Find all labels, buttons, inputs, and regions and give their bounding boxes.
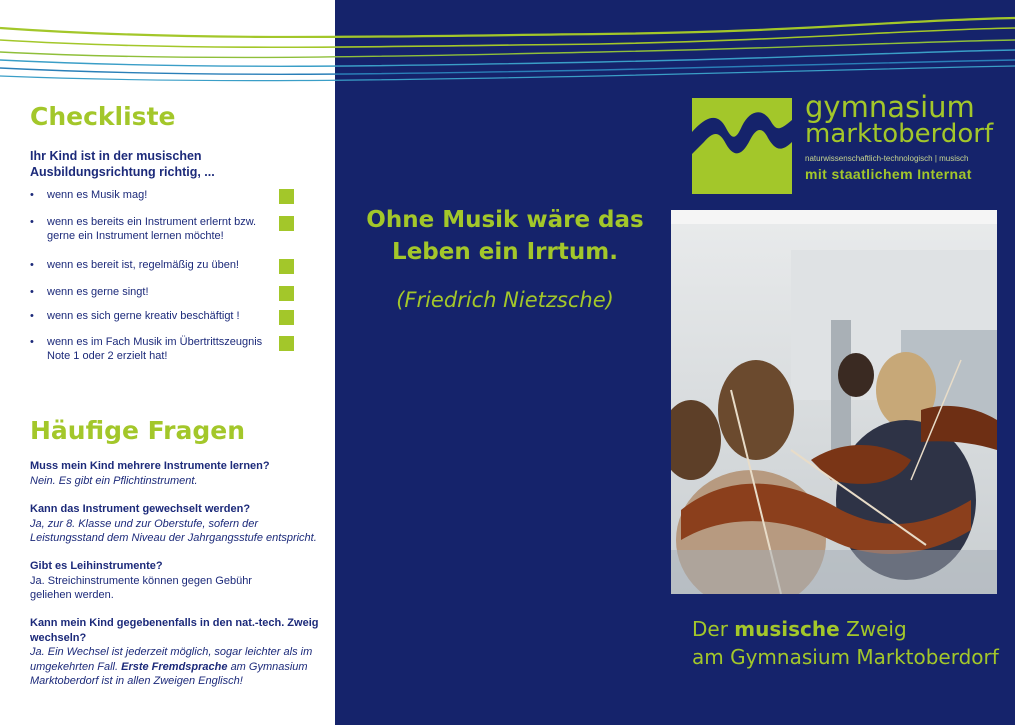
faq-answer-part: Ja. Ein Wechsel ist jederzeit möglich, sogar leichter als im umgekehrten Fall.: [30, 646, 313, 673]
faq-answer: Ja. Streichinstrumente können gegen Gebühr geliehen werden.: [30, 574, 252, 601]
faq-answer: Ja, zur 8. Klasse und zur Oberstufe, sofern der Leistungsstand dem Niveau der Jahrgangsstufe entspricht.: [30, 517, 317, 544]
subtitle-line2: am Gymnasium Marktoberdorf: [692, 645, 999, 669]
faq-question: Gibt es Leihinstrumente?: [30, 560, 163, 572]
subtitle-post: Zweig: [846, 617, 907, 641]
checklist-item-text: wenn es bereits ein Instrument erlernt bzw. gerne ein Instrument lernen möchte!: [47, 216, 257, 242]
bullet: •: [30, 259, 34, 271]
bullet: •: [30, 336, 34, 348]
checklist-item-text: wenn es sich gerne kreativ beschäftigt !: [47, 310, 240, 322]
checkbox-square-icon: [279, 336, 294, 351]
logo-tagline: naturwissenschaftlich-technologisch | musisch: [805, 154, 969, 163]
logo-name-line1: gymnasium: [805, 90, 975, 124]
faq-question: Kann das Instrument gewechselt werden?: [30, 503, 251, 515]
checklist-item-text: wenn es bereit ist, regelmäßig zu üben!: [47, 259, 239, 271]
logo-boarding: mit staatlichem Internat: [805, 166, 972, 182]
faq-item: [30, 559, 320, 603]
faq-answer-part: am Gymnasium Marktoberdorf ist in allen Zweigen Englisch!: [30, 660, 308, 687]
bullet: •: [30, 286, 34, 298]
faq-item: [30, 459, 320, 488]
logo-mark-icon: [692, 98, 792, 194]
subtitle-pre: Der: [692, 617, 728, 641]
faq-question: Muss mein Kind mehrere Instrumente lernen?: [30, 460, 270, 472]
checkbox-square-icon: [279, 286, 294, 301]
logo-name-line2: marktoberdorf: [805, 119, 994, 149]
faq-item: [30, 616, 320, 689]
faq-answer: Nein. Es gibt ein Pflichtinstrument.: [30, 474, 198, 487]
subtitle-bold: musische: [734, 617, 840, 641]
faq-question: Kann mein Kind gegebenenfalls in den nat.-tech. Zweig wechseln?: [30, 617, 319, 644]
quote-text: Ohne Musik wäre das Leben ein Irrtum.: [366, 207, 644, 265]
checkbox-square-icon: [279, 189, 294, 204]
bullet: •: [30, 216, 34, 228]
checklist-title: Checkliste: [30, 102, 176, 131]
bullet: •: [30, 189, 34, 201]
violin-class-photo: [671, 210, 997, 594]
checkbox-square-icon: [279, 259, 294, 274]
faq-item: [30, 502, 320, 546]
checklist-intro: Ihr Kind ist in der musischen Ausbildungsrichtung richtig, ...: [30, 149, 215, 179]
quote-author: (Friedrich Nietzsche): [396, 288, 614, 312]
checkbox-square-icon: [279, 310, 294, 325]
bullet: •: [30, 310, 34, 322]
faq-answer: [30, 645, 320, 689]
checklist-item-text: wenn es im Fach Musik im Übertrittszeugnis Note 1 oder 2 erzielt hat!: [47, 336, 263, 362]
checkbox-square-icon: [279, 216, 294, 231]
checklist-item-text: wenn es gerne singt!: [47, 286, 149, 298]
faq-title: Häufige Fragen: [30, 416, 246, 445]
brochure-subtitle: [692, 615, 999, 671]
faq-answer-bold: Erste Fremdsprache: [121, 660, 228, 673]
checklist-item-text: wenn es Musik mag!: [47, 189, 148, 201]
